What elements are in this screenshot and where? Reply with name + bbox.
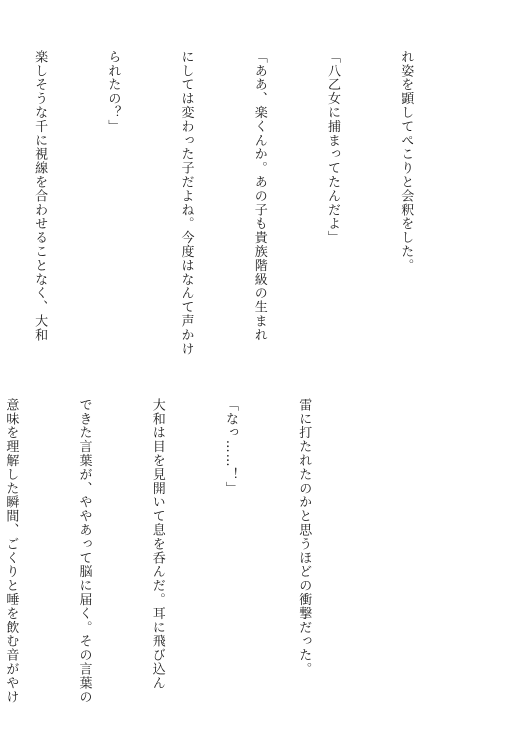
text-column: 雷に打たれたのかと思うほどの衝撃だった。 [296,398,312,676]
text-column: れ姿を顕してぺこりと会釈をした。 [398,50,414,273]
text-column: 「ああ、楽くんか。あの子も貴族階級の生まれ [251,50,267,342]
upper-text-block [26,50,466,356]
text-column: できた言葉が、ややあって脳に届く。その言葉の [76,398,92,704]
text-column: られたの？」 [105,50,121,134]
text-column: 楽しそうな千に視線を合わせることなく、大和 [32,50,48,342]
text-column: 意味を理解した瞬間、ごくりと唾を飲む音がやけ [3,398,19,704]
text-column: 「なっ……！」 [222,398,238,496]
text-column: 「八乙女に捕まってたんだよ」 [324,50,340,245]
text-column: 大和は目を見開いて息を呑んだ。耳に飛び込ん [149,398,165,690]
text-column: にしては変わった子だよね。今度はなんて声かけ [178,50,194,356]
lower-text-block [3,398,364,704]
